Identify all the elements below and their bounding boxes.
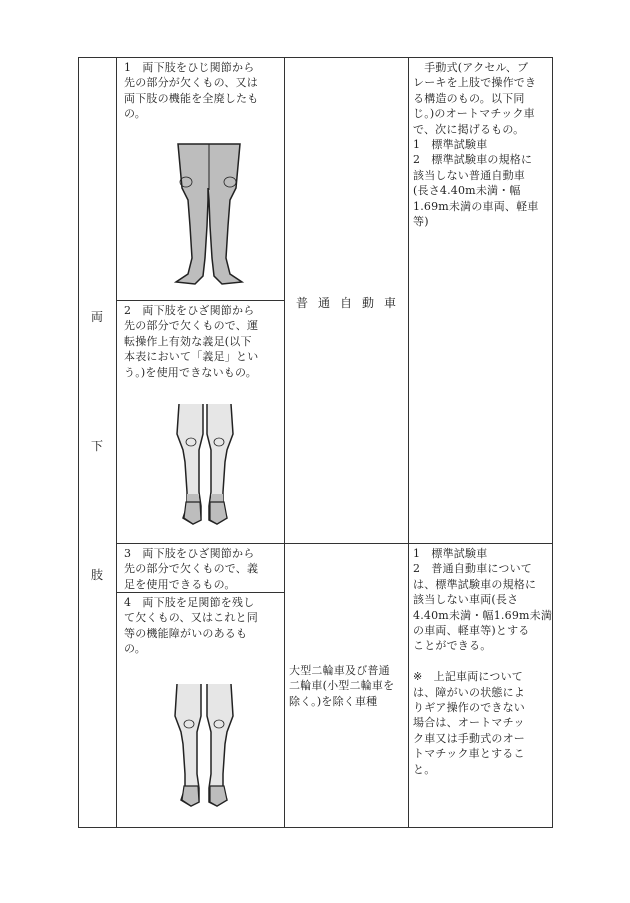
row-divider-2: [116, 543, 552, 544]
col-divider-3: [408, 57, 409, 828]
col-divider-1: [116, 57, 117, 828]
category-char-2: 下: [90, 439, 103, 453]
vehicle-type-2: 大型二輪車及び普通 二輪車(小型二輪車を 除く。)を除く車種: [289, 664, 395, 708]
table-border-top: [78, 57, 552, 58]
table-border-right: [552, 57, 553, 828]
conditions-text-2: 1 標準試験車 2 普通自動車について は、標準試験車の規格に 該当しない車両(長さ 4.40m未満・幅1.69m未満 の車両、軽車等)とする ことができる。 ※ 上記車両について は、障がいの状態によ りギア操作のできない 場合は、オートマチッ ク車又は手動式のオー トマチック車とするこ と。: [413, 547, 553, 776]
condition-text-2: 2 両下肢をひざ関節から 先の部分で欠くもので、運 転操作上有効な義足(以下 本表において「義足」とい う。)を使用できないもの。: [124, 304, 259, 379]
legs-below-knee-prosthesis-figure: [173, 402, 237, 530]
row-divider-1: [116, 300, 284, 301]
legs-amputated-both-above-knee-figure: [166, 140, 252, 292]
condition-text-1: 1 両下肢をひじ関節から 先の部分が欠くもの、又は 両下肢の機能を全廃したも の。: [124, 61, 259, 121]
condition-text-3: 3 両下肢をひざ関節から 先の部分で欠くもので、義 足を使用できるもの。: [124, 547, 259, 591]
col-divider-2: [284, 57, 285, 828]
category-char-1: 両: [90, 310, 103, 324]
category-char-3: 肢: [90, 568, 103, 582]
condition-text-4: 4 両下肢を足関節を残し て欠くもの、又はこれと同 等の機能障がいのあるも の。: [124, 596, 258, 656]
vehicle-type-1: 普通自動車: [296, 296, 407, 310]
conditions-text-1: 手動式(アクセル、ブ レーキを上肢で操作でき る構造のもの。以下同 じ。)のオートマチック車 で、次に掲げるもの。 1 標準試験車 2 標準試験車の規格に 該当しない普通自動車 (長さ4.40m未満・幅 1.69m未満の車両、軽車 等): [413, 61, 539, 229]
table-border-bottom: [78, 827, 552, 828]
legs-ankle-figure: [171, 682, 239, 812]
